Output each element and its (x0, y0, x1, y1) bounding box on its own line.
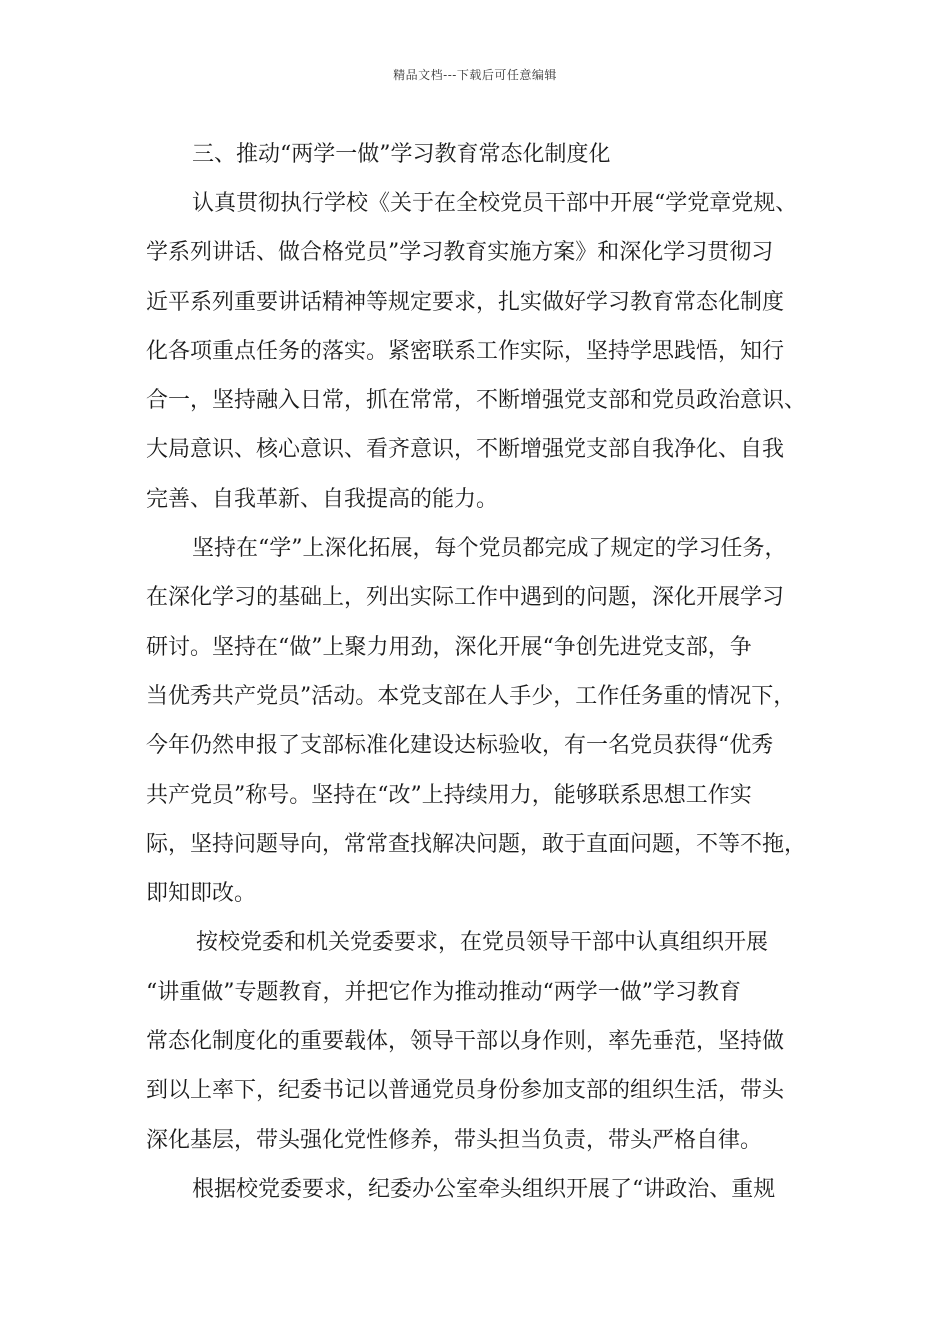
paragraph-line: 完善、自我革新、自我提高的能力。 (146, 486, 499, 512)
paragraph-line: “讲重做”专题教育，并把它作为推动推动“两学一做”学习教育 (146, 979, 741, 1005)
paragraph-line: 今年仍然申报了支部标准化建设达标验收，有一名党员获得“优秀 (146, 733, 774, 759)
paragraph-line: 当优秀共产党员”活动。本党支部在人手少，工作任务重的情况下， (146, 683, 796, 709)
paragraph-3 (146, 918, 822, 1164)
paragraph-line: 学系列讲话、做合格党员”学习教育实施方案》和深化学习贯彻习 (146, 240, 774, 266)
paragraph-line: 共产党员”称号。坚持在“改”上持续用力，能够联系思想工作实 (146, 782, 752, 808)
paragraph-line: 到以上率下，纪委书记以普通党员身份参加支部的组织生活，带头 (146, 1078, 785, 1104)
paragraph-line: 化各项重点任务的落实。紧密联系工作实际，坚持学思践悟，知行 (146, 338, 785, 364)
paragraph-line: 在深化学习的基础上，列出实际工作中遇到的问题，深化开展学习 (146, 585, 785, 611)
paragraph-4 (146, 1165, 822, 1214)
paragraph-line: 根据校党委要求，纪委办公室牵头组织开展了“讲政治、重规 (192, 1176, 776, 1202)
paragraph-line: 坚持在“学”上深化拓展，每个党员都完成了规定的学习任务， (192, 536, 787, 562)
document-body (146, 130, 822, 1214)
paragraph-1 (146, 179, 822, 524)
paragraph-line: 深化基层，带头强化党性修养，带头担当负责，带头严格自律。 (146, 1127, 763, 1153)
paragraph-line: 合一，坚持融入日常，抓在常常，不断增强党支部和党员政治意识、 (146, 388, 807, 414)
page-header: 精品文档---下载后可任意编辑 (393, 68, 557, 82)
paragraph-line: 按校党委和机关党委要求，在党员领导干部中认真组织开展 (196, 930, 769, 956)
paragraph-line: 即知即改。 (146, 881, 257, 907)
paragraph-2 (146, 524, 822, 918)
paragraph-line: 常态化制度化的重要载体，领导干部以身作则，率先垂范，坚持做 (146, 1029, 785, 1055)
paragraph-line: 大局意识、核心意识、看齐意识，不断增强党支部自我净化、自我 (146, 437, 785, 463)
section-heading: 三、推动“两学一做”学习教育常态化制度化 (192, 142, 611, 167)
paragraph-line: 研讨。坚持在“做”上聚力用劲，深化开展“争创先进党支部，争 (146, 634, 752, 660)
paragraph-line: 际，坚持问题导向，常常查找解决问题，敢于直面问题，不等不拖， (146, 831, 807, 857)
paragraph-line: 近平系列重要讲话精神等规定要求，扎实做好学习教育常态化制度 (146, 289, 785, 315)
paragraph-line: 认真贯彻执行学校《关于在全校党员干部中开展“学党章党规、 (192, 191, 798, 216)
